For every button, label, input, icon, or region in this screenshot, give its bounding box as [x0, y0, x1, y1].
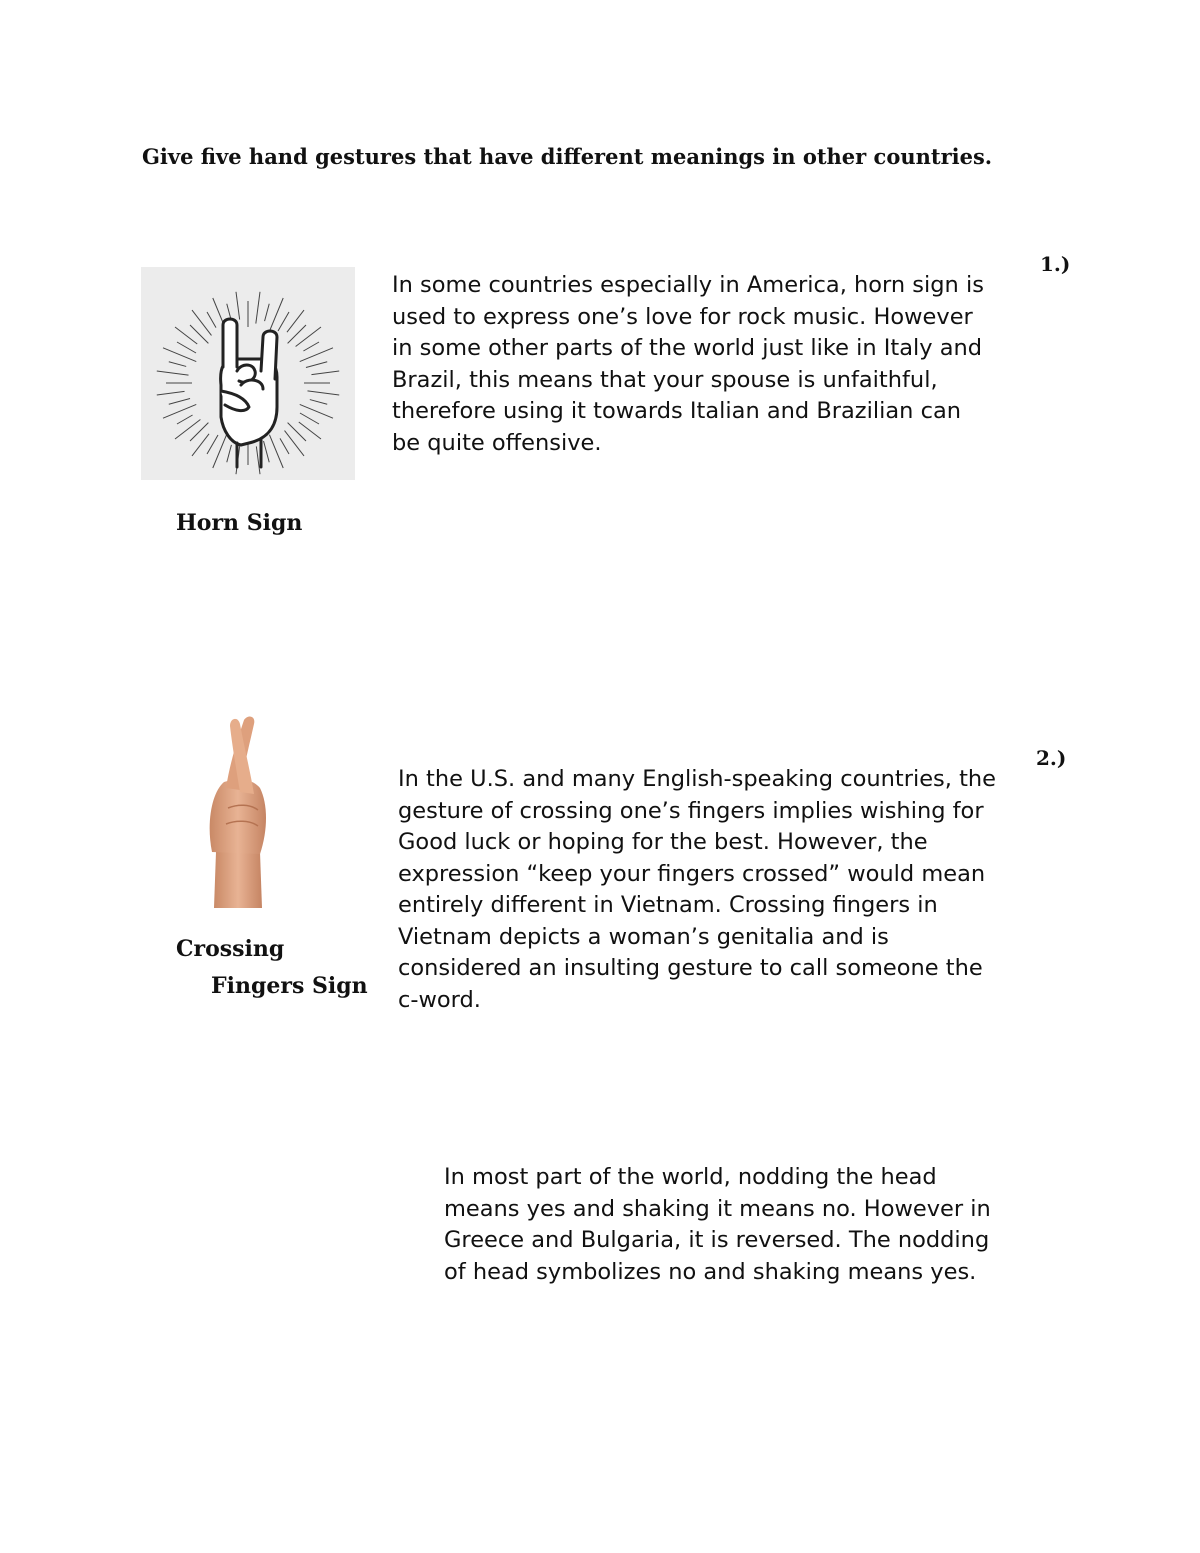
- horn-sign-hand-icon: [141, 267, 355, 480]
- item-1-description: In some countries especially in America, horn sign is used to express one’s love for rock music. However in some other parts of the world just like in Italy and Brazil, this means that your spouse is unfaithful, therefore using it towards Italian and Brazilian can be quite offensive.: [392, 272, 984, 456]
- crossed-fingers-image: [196, 712, 276, 908]
- item-number-1: 1.): [1040, 252, 1071, 276]
- item-2-description: In the U.S. and many English-speaking countries, the gesture of crossing one’s fingers implies wishing for Good luck or hoping for the best. However, the expression “keep your fingers crossed” would mean entirely different in Vietnam. Crossing fingers in Vietnam depicts a woman’s genitalia and is considered an insulting gesture to call someone the c-word.: [398, 766, 996, 1013]
- crossing-fingers-caption-line1: Crossing: [176, 936, 285, 962]
- horn-sign-image: [141, 267, 355, 480]
- question-heading: Give five hand gestures that have different meanings in other countries.: [142, 144, 993, 169]
- item-number-2: 2.): [1036, 746, 1067, 770]
- crossed-fingers-hand-icon: [196, 712, 276, 908]
- crossing-fingers-caption-line2: Fingers Sign: [211, 973, 368, 999]
- horn-sign-caption: Horn Sign: [176, 510, 303, 536]
- item-3-description: In most part of the world, nodding the head means yes and shaking it means no. However in Greece and Bulgaria, it is reversed. The nodding of head symbolizes no and shaking means yes.: [444, 1164, 991, 1285]
